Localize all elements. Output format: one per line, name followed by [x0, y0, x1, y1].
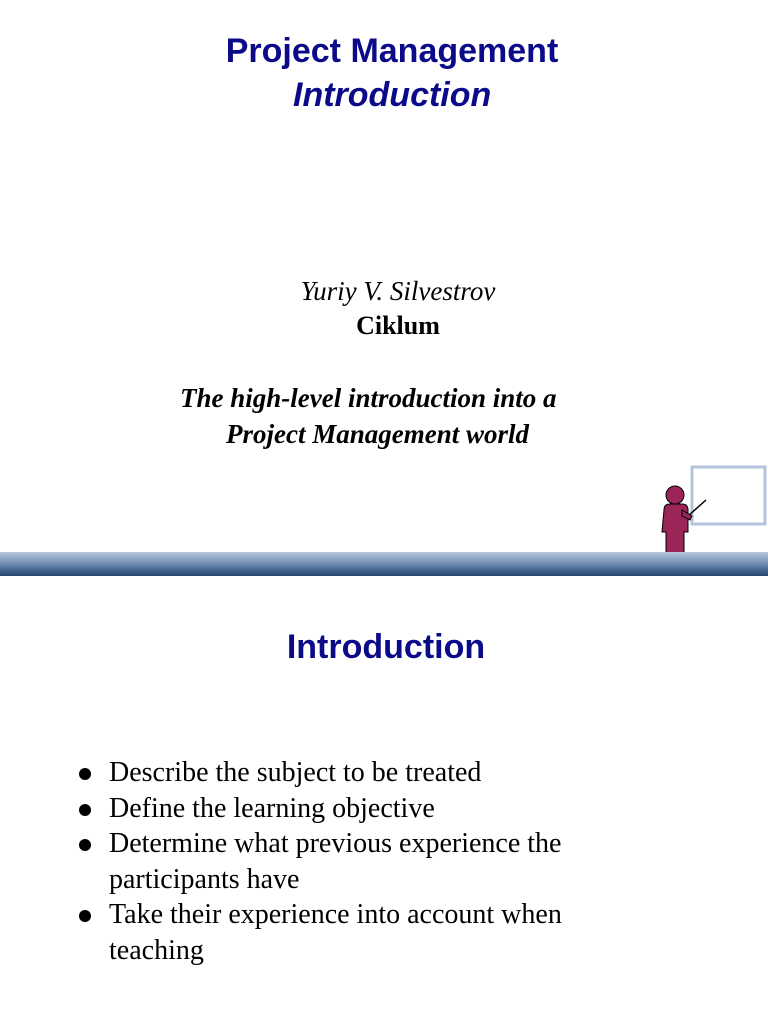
footer-bar	[0, 552, 768, 576]
list-item	[75, 826, 675, 897]
presenter-head	[666, 486, 684, 504]
slide-subtitle: Introduction	[293, 76, 492, 114]
bullet-dot-icon	[79, 910, 91, 922]
slide-title: Introduction	[286, 628, 486, 666]
bullet-text: Define the learning objective	[109, 792, 435, 824]
bullet-text-continued: participants have	[109, 863, 300, 895]
bullet-text: Take their experience into account when	[109, 899, 562, 930]
bullet-text-continued: teaching	[109, 934, 204, 966]
bullet-dot-icon	[79, 839, 91, 851]
author-name: Yuriy V. Silvestrov	[300, 276, 496, 306]
list-item	[75, 897, 675, 968]
bullet-list	[75, 755, 675, 968]
company-name: Ciklum	[356, 311, 440, 340]
tagline-line-1: The high-level introduction into a	[180, 383, 557, 413]
tagline-line-2: Project Management world	[226, 419, 529, 449]
bullet-dot-icon	[79, 768, 91, 780]
whiteboard	[692, 467, 765, 524]
slide-title: Project Management	[225, 32, 559, 70]
list-item	[75, 755, 675, 791]
bullet-text: Describe the subject to be treated	[109, 757, 482, 788]
bullet-text: Determine what previous experience the	[109, 828, 562, 859]
introduction-slide	[0, 577, 768, 1024]
bullet-dot-icon	[79, 804, 91, 816]
list-item	[75, 791, 675, 827]
